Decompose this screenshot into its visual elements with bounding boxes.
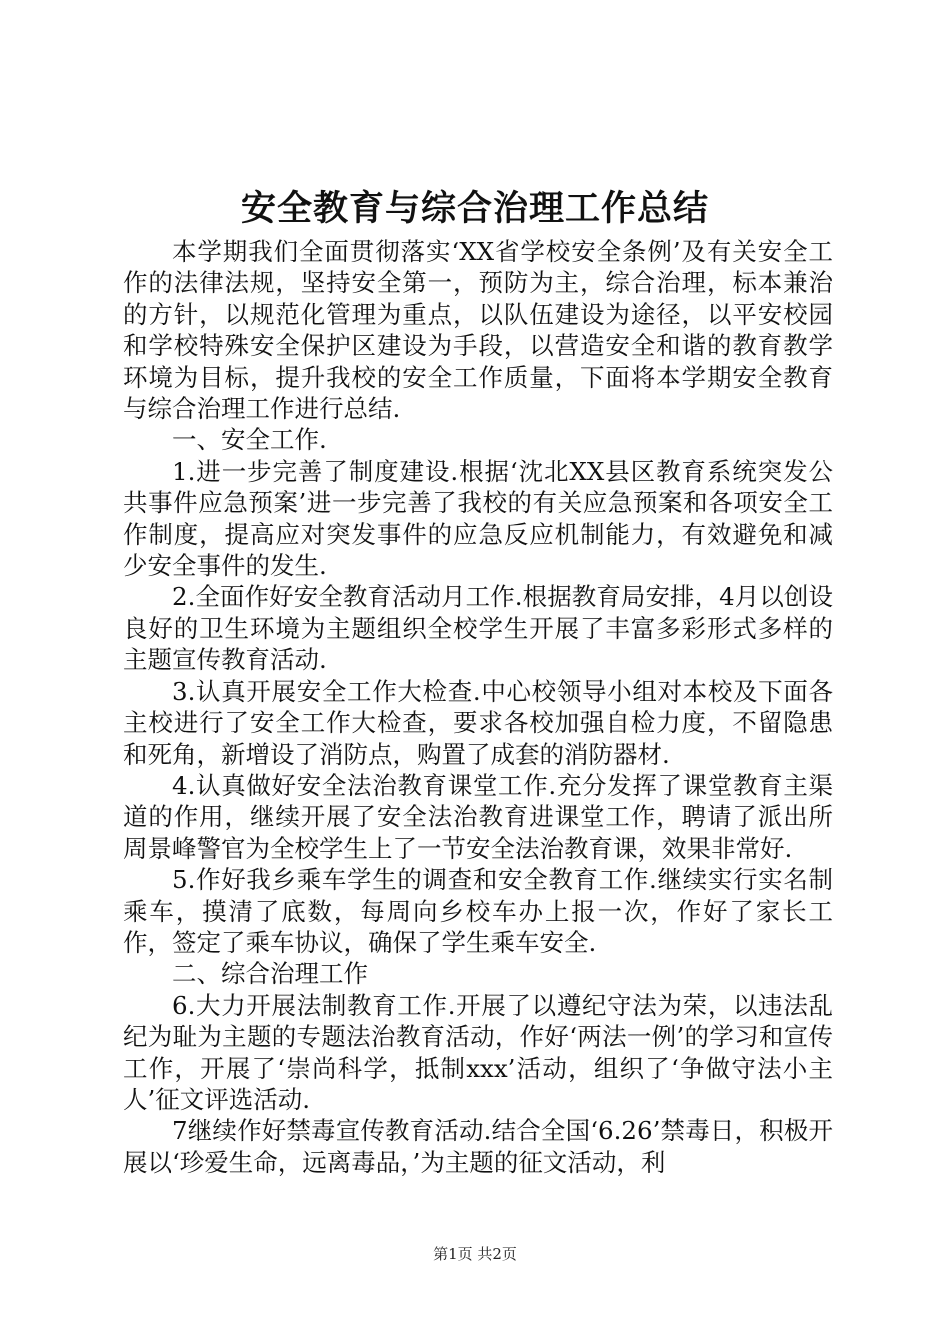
section-heading-safety: 一、安全工作.	[172, 425, 327, 455]
document-body	[123, 236, 833, 1178]
page-footer: 第1页 共2页	[433, 1245, 517, 1263]
paragraph-item-7: 7继续作好禁毒宣传教育活动.结合全国‘6.26’禁毒日，积极开展以‘珍爱生命，远离毒品，’为主题的征文活动，利	[123, 1116, 833, 1177]
document-title: 安全教育与综合治理工作总结	[240, 188, 709, 229]
intro-paragraph: 本学期我们全面贯彻落实‘XX省学校安全条例’及有关安全工作的法律法规，坚持安全第一，预防为主，综合治理，标本兼治的方针，以规范化管理为重点，以队伍建设为途径，以平安校园和学校特殊安全保护区建设为手段，以营造安全和谐的教育教学环境为目标，提升我校的安全工作质量，下面将本学期安全教育与综合治理工作进行总结.	[123, 237, 833, 424]
paragraph-item-3: 3.认真开展安全工作大检查.中心校领导小组对本校及下面各主校进行了安全工作大检查，要求各校加强自检力度，不留隐患和死角，新增设了消防点，购置了成套的消防器材.	[123, 676, 833, 769]
paragraph-item-4: 4.认真做好安全法治教育课堂工作.充分发挥了课堂教育主渠道的作用，继续开展了安全法治教育进课堂工作，聘请了派出所周景峰警官为全校学生上了一节安全法治教育课，效果非常好.	[123, 770, 833, 863]
paragraph-item-5: 5.作好我乡乘车学生的调查和安全教育工作.继续实行实名制乘车，摸清了底数，每周向乡校车办上报一次，作好了家长工作，签定了乘车协议，确保了学生乘车安全.	[123, 865, 833, 957]
paragraph-item-2: 2.全面作好安全教育活动月工作.根据教育局安排，4月以创设良好的卫生环境为主题组织全校学生开展了丰富多彩形式多样的主题宣传教育活动.	[123, 582, 833, 675]
section-heading-governance: 二、综合治理工作	[172, 959, 368, 989]
paragraph-item-1: 1.进一步完善了制度建设.根据‘沈北XX县区教育系统突发公共事件应急预案’进一步完善了我校的有关应急预案和各项安全工作制度，提高应对突发事件的应急反应机制能力，有效避免和减少安全事件的发生.	[123, 456, 833, 581]
paragraph-item-6: 6.大力开展法制教育工作.开展了以遵纪守法为荣，以违法乱纪为耻为主题的专题法治教育活动，作好‘两法一例’的学习和宣传工作，开展了‘崇尚科学，抵制xxx’活动，组织了‘争做守法小主人’征文评选活动.	[123, 990, 833, 1114]
